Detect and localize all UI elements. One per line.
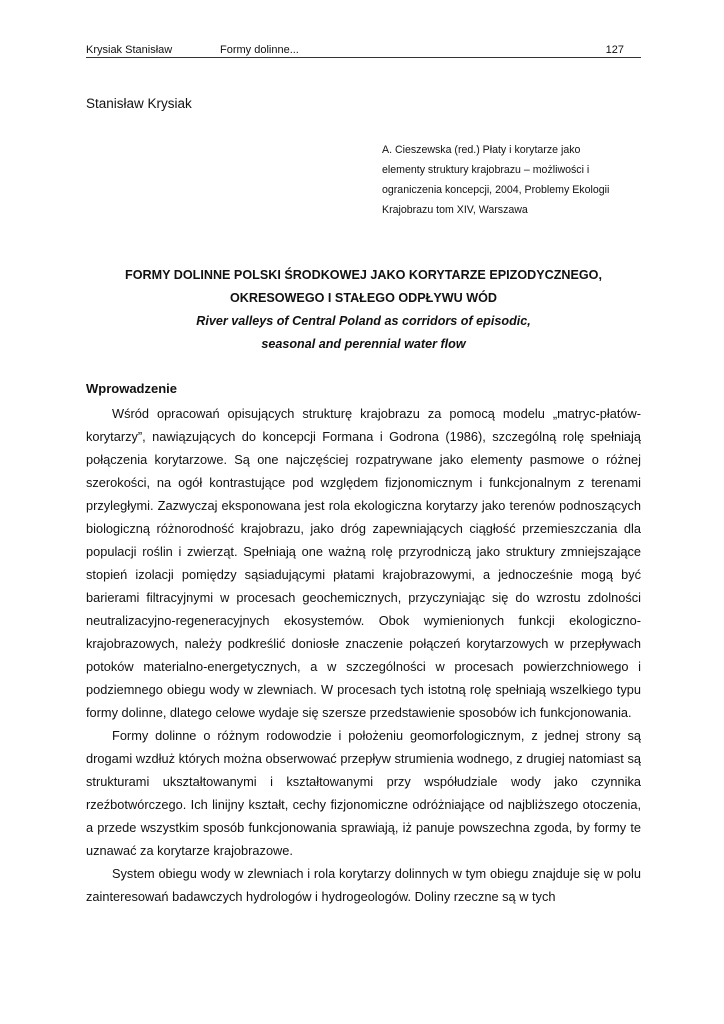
title-english-line-2: seasonal and perennial water flow <box>261 337 466 351</box>
header-short-title: Formy dolinne... <box>220 44 299 56</box>
citation-line: elementy struktury krajobrazu – możliwości i <box>382 164 590 176</box>
running-header <box>86 36 641 58</box>
title-english-line-1: River valleys of Central Poland as corridors of episodic, <box>196 314 531 328</box>
article-title-block <box>86 264 641 356</box>
paragraph: Wśród opracowań opisujących strukturę krajobrazu za pomocą modelu „matryc-płatów-korytarzy”, nawiązujących do koncepcji Formana i Godrona (1986), szczególną rolę spełniają połączenia korytarzowe. Są one najczęściej rozpatrywane jako elementy pasmowe o różnej szerokości, na ogół kontrastujące pod względem fizjonomicznym i funkcjonalnym z terenami przyległymi. Zazwyczaj eksponowana jest rola ekologiczna korytarzy jako terenów podnoszących biologiczną różnorodność krajobrazu, jako dróg zapewniających ciągłość przemieszczania dla populacji roślin i zwierząt. Spełniają one ważną rolę przyrodniczą jako struktury zmniejszające stopień izolacji pomiędzy sąsiadującymi płatami krajobrazowymi, a jednocześnie mogą być barierami filtracyjnymi w procesach geochemicznych, przyczyniając się do wzrostu zdolności neutralizacyjno-regeneracyjnych ekosystemów. Obok wymienionych funkcji ekologiczno-krajobrazowych, należy podkreślić doniosłe znaczenie połączeń korytarzowych w przepływach potoków materialno-energetycznych, a w szczególności w procesach powierzchniowego i podziemnego obiegu wody w zlewniach. W procesach tych istotną rolę spełniają wszelkiego typu formy dolinne, dlatego celowe wydaje się szersze przedstawienie sposobów ich funkcjonowania. <box>86 406 641 720</box>
body-text <box>86 402 641 908</box>
paragraph: System obiegu wody w zlewniach i rola korytarzy dolinnych w tym obiegu znajduje się w polu zainteresowań badawczych hydrologów i hydrogeologów. Doliny rzeczne są w tych <box>86 866 641 904</box>
paragraph: Formy dolinne o różnym rodowodzie i położeniu geomorfologicznym, z jednej strony są drogami wzdłuż których można obserwować przepływ strumienia wodnego, z drugiej natomiast są strukturami ukształtowanymi i kształtowanymi przy współudziale wody jako czynnika rzeźbotwórczego. Ich linijny kształt, cechy fizjonomiczne odróżniające od najbliższego otoczenia, a przede wszystkim sposób funkcjonowania sprawiają, iż panuje powszechna zgoda, by formy te uznawać za korytarze krajobrazowe. <box>86 728 641 858</box>
citation-line: A. Cieszewska (red.) Płaty i korytarze jako <box>382 144 581 156</box>
citation-block <box>382 140 644 220</box>
citation-line: ograniczenia koncepcji, 2004, Problemy Ekologii <box>382 184 610 196</box>
page-number: 127 <box>605 44 624 56</box>
header-author: Krysiak Stanisław <box>86 44 173 56</box>
citation-line: Krajobrazu tom XIV, Warszawa <box>382 204 528 216</box>
section-heading: Wprowadzenie <box>86 381 178 396</box>
article-author: Stanisław Krysiak <box>86 96 192 111</box>
title-polish-line-2: OKRESOWEGO I STAŁEGO ODPŁYWU WÓD <box>229 291 498 305</box>
title-polish-line-1: FORMY DOLINNE POLSKI ŚRODKOWEJ JAKO KORYTARZE EPIZODYCZNEGO, <box>125 268 602 282</box>
